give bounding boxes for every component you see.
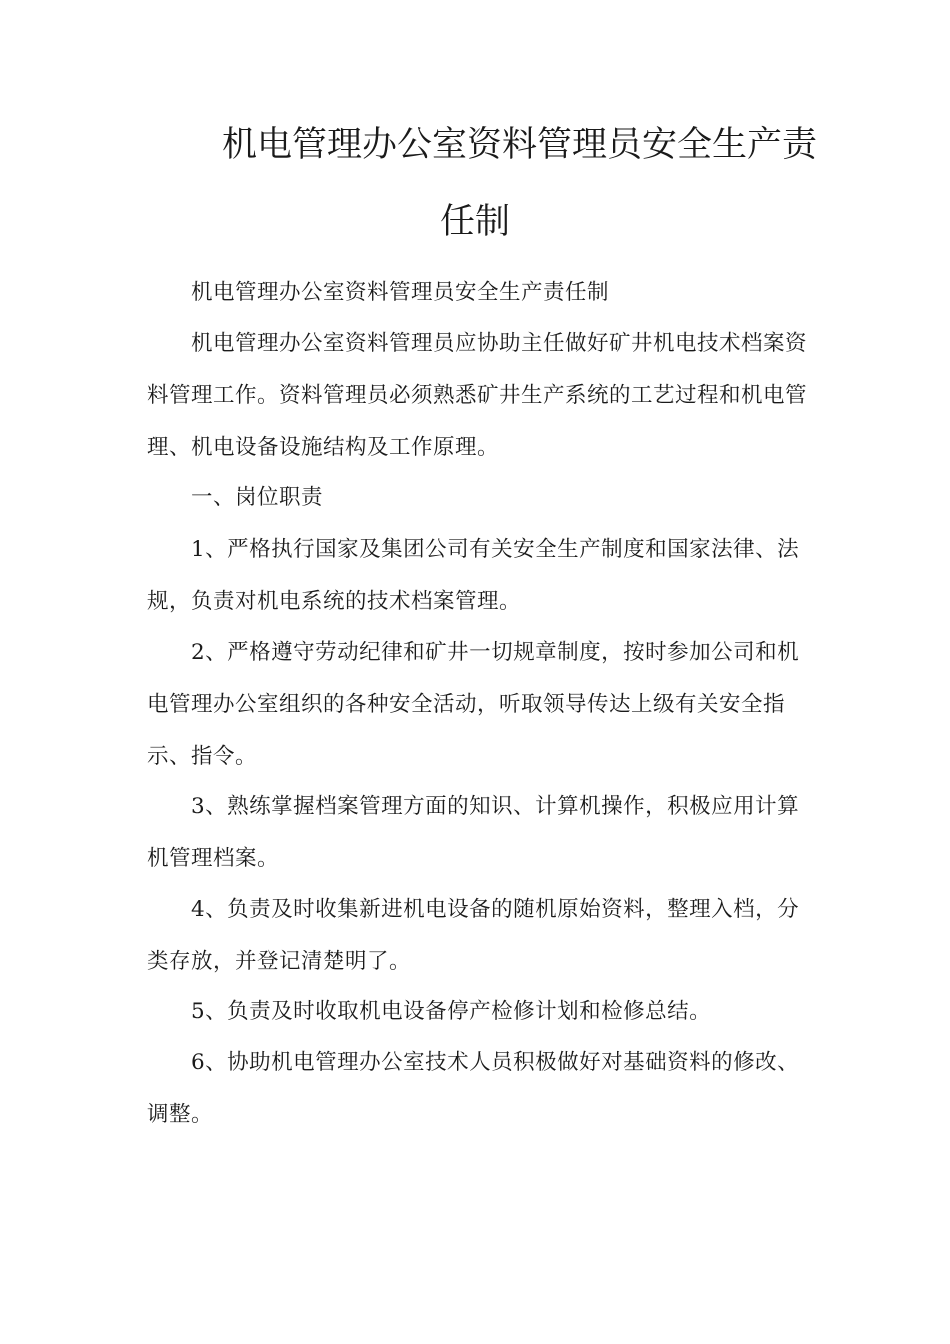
paragraph-intro: 机电管理办公室资料管理员应协助主任做好矿井机电技术档案资料管理工作。资料管理员必须熟悉矿井生产系统的工艺过程和机电管理、机电设备设施结构及工作原理。 [147, 331, 808, 460]
duty-item-1: 1、严格执行国家及集团公司有关安全生产制度和国家法律、法规，负责对机电系统的技术档案管理。 [147, 537, 800, 614]
duty-item-4: 4、负责及时收集新进机电设备的随机原始资料，整理入档，分类存放，并登记清楚明了。 [147, 897, 800, 974]
duty-item-3: 3、熟练掌握档案管理方面的知识、计算机操作，积极应用计算机管理档案。 [147, 794, 800, 871]
section-heading-duties: 一、岗位职责 [191, 485, 324, 510]
duty-item-6: 6、协助机电管理办公室技术人员积极做好对基础资料的修改、调整。 [147, 1050, 800, 1127]
paragraph-subtitle: 机电管理办公室资料管理员安全生产责任制 [191, 280, 610, 305]
duty-item-5: 5、负责及时收取机电设备停产检修计划和检修总结。 [191, 999, 712, 1024]
document-title-line-1: 机电管理办公室资料管理员安全生产责 [222, 125, 818, 165]
document-title-line-2: 任制 [439, 202, 510, 242]
duty-item-2: 2、严格遵守劳动纪律和矿井一切规章制度，按时参加公司和机电管理办公室组织的各种安全活动，听取领导传达上级有关安全指示、指令。 [147, 640, 800, 769]
